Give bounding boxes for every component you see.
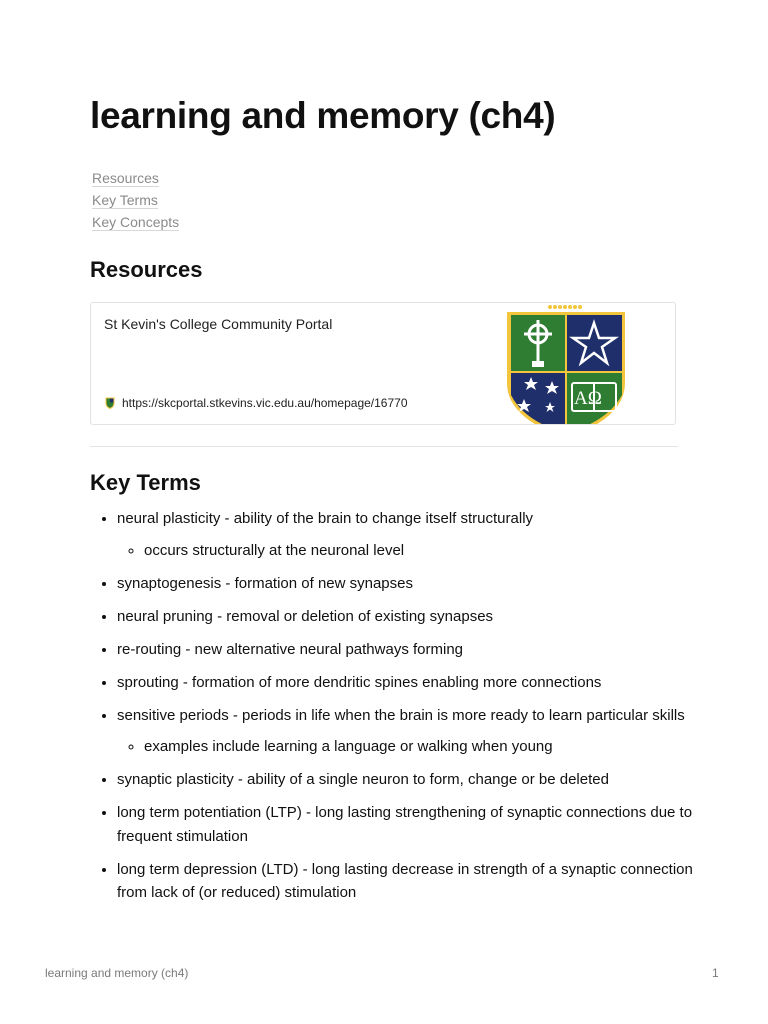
sub-list-item: ◦ occurs structurally at the neuronal level (144, 539, 697, 563)
table-of-contents (92, 170, 179, 236)
key-terms-list (90, 507, 697, 914)
bookmark-url-row (104, 396, 408, 410)
divider (90, 446, 678, 447)
toc-link-resources[interactable]: Resources (92, 170, 159, 186)
bookmark-url: https://skcportal.stkevins.vic.edu.au/homepage/16770 (122, 396, 408, 410)
school-crest-icon (504, 303, 628, 425)
list-item: • sprouting - formation of more dendritic spines enabling more connections (117, 671, 697, 695)
bookmark-card[interactable] (90, 302, 676, 425)
list-item: • synaptogenesis - formation of new synapses (117, 572, 697, 596)
list-item (117, 704, 697, 759)
term-text: sensitive periods - periods in life when the brain is more ready to learn particular skills (117, 706, 685, 724)
sub-list-item: ◦ examples include learning a language or walking when young (144, 735, 697, 759)
list-item: • long term depression (LTD) - long lasting decrease in strength of a synaptic connection from lack of (or reduced) stimulation (117, 858, 697, 905)
resources-heading: Resources (90, 257, 203, 282)
site-favicon-icon (104, 397, 116, 409)
page-number: 1 (712, 966, 719, 980)
bookmark-title: St Kevin's College Community Portal (104, 316, 333, 332)
term-text: neural plasticity - ability of the brain to change itself structurally (117, 510, 534, 527)
list-item: • re-routing - new alternative neural pathways forming (117, 638, 697, 662)
key-terms-heading: Key Terms (90, 470, 201, 495)
list-item: • neural pruning - removal or deletion of existing synapses (117, 605, 697, 629)
list-item: • synaptic plasticity - ability of a single neuron to form, change or be deleted (117, 768, 697, 792)
sub-list (117, 735, 697, 759)
list-item (117, 507, 697, 562)
toc-link-key-terms[interactable]: Key Terms (92, 192, 158, 208)
list-item: • long term potentiation (LTP) - long lasting strengthening of synaptic connections due to frequent stimulation (117, 801, 697, 848)
sub-list (117, 539, 697, 563)
crest-letters: AΩ (574, 388, 602, 409)
page-title: learning and memory (ch4) (90, 95, 556, 136)
footer-title: learning and memory (ch4) (45, 966, 189, 980)
toc-link-key-concepts[interactable]: Key Concepts (92, 214, 180, 230)
